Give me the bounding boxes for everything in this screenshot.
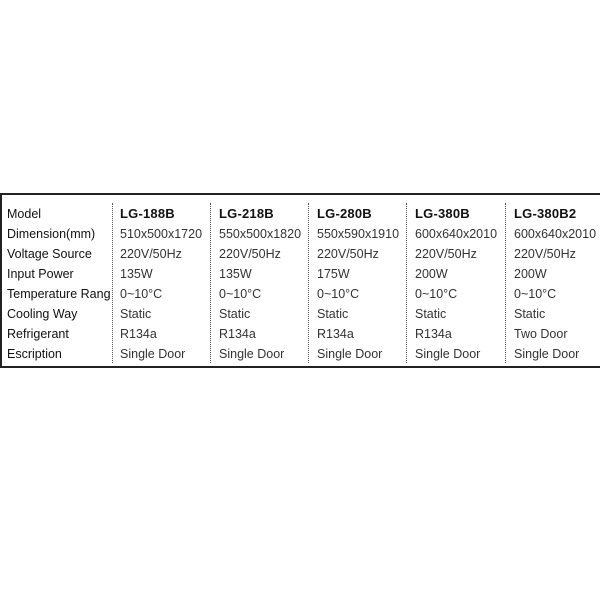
table-cell: Single Door	[514, 347, 580, 361]
table-cell: 135W	[120, 267, 153, 281]
table-cell: Static	[514, 307, 546, 321]
table-cell: Static	[120, 307, 152, 321]
table-cell: Static	[317, 307, 349, 321]
table-cell: 0~10°C	[120, 287, 163, 301]
table-cell: Single Door	[219, 347, 285, 361]
table-cell: 220V/50Hz	[219, 247, 281, 261]
table-cell: 0~10°C	[219, 287, 262, 301]
table-cell: Single Door	[120, 347, 186, 361]
table-cell: R134a	[317, 327, 354, 341]
model-header: LG-380B2	[514, 206, 577, 221]
table-cell: 220V/50Hz	[120, 247, 182, 261]
table-cell: Single Door	[415, 347, 481, 361]
table-cell: 135W	[219, 267, 252, 281]
table-cell: Static	[415, 307, 447, 321]
model-header: LG-280B	[317, 206, 372, 221]
row-label-model: Model	[7, 207, 42, 221]
column-divider	[210, 203, 211, 363]
table-cell: 550x500x1820	[219, 227, 302, 241]
model-header: LG-218B	[219, 206, 274, 221]
table-cell: 175W	[317, 267, 350, 281]
row-label-description: Escription	[7, 347, 62, 361]
row-label-cooling: Cooling Way	[7, 307, 78, 321]
table-cell: 0~10°C	[317, 287, 360, 301]
table-cell: 550x590x1910	[317, 227, 400, 241]
table-cell: Two Door	[514, 327, 568, 341]
row-label-refrigerant: Refrigerant	[7, 327, 69, 341]
spec-table	[0, 193, 600, 368]
table-cell: Single Door	[317, 347, 383, 361]
table-cell: 200W	[514, 267, 547, 281]
row-label-voltage: Voltage Source	[7, 247, 92, 261]
column-divider	[112, 203, 113, 363]
table-cell: R134a	[415, 327, 452, 341]
row-label-dimension: Dimension(mm)	[7, 227, 96, 241]
table-cell: 510x500x1720	[120, 227, 203, 241]
row-label-power: Input Power	[7, 267, 74, 281]
table-cell: 220V/50Hz	[415, 247, 477, 261]
model-header: LG-380B	[415, 206, 470, 221]
column-divider	[308, 203, 309, 363]
table-cell: Static	[219, 307, 251, 321]
table-cell: 0~10°C	[415, 287, 458, 301]
table-cell: 600x640x2010	[415, 227, 498, 241]
model-header: LG-188B	[120, 206, 175, 221]
table-cell: R134a	[219, 327, 256, 341]
column-divider	[505, 203, 506, 363]
table-cell: 0~10°C	[514, 287, 557, 301]
row-label-temperature: Temperature Rang	[7, 287, 111, 301]
table-cell: R134a	[120, 327, 157, 341]
column-divider	[406, 203, 407, 363]
table-cell: 200W	[415, 267, 448, 281]
table-left-border	[0, 195, 2, 366]
table-cell: 600x640x2010	[514, 227, 597, 241]
table-cell: 220V/50Hz	[514, 247, 576, 261]
table-cell: 220V/50Hz	[317, 247, 379, 261]
